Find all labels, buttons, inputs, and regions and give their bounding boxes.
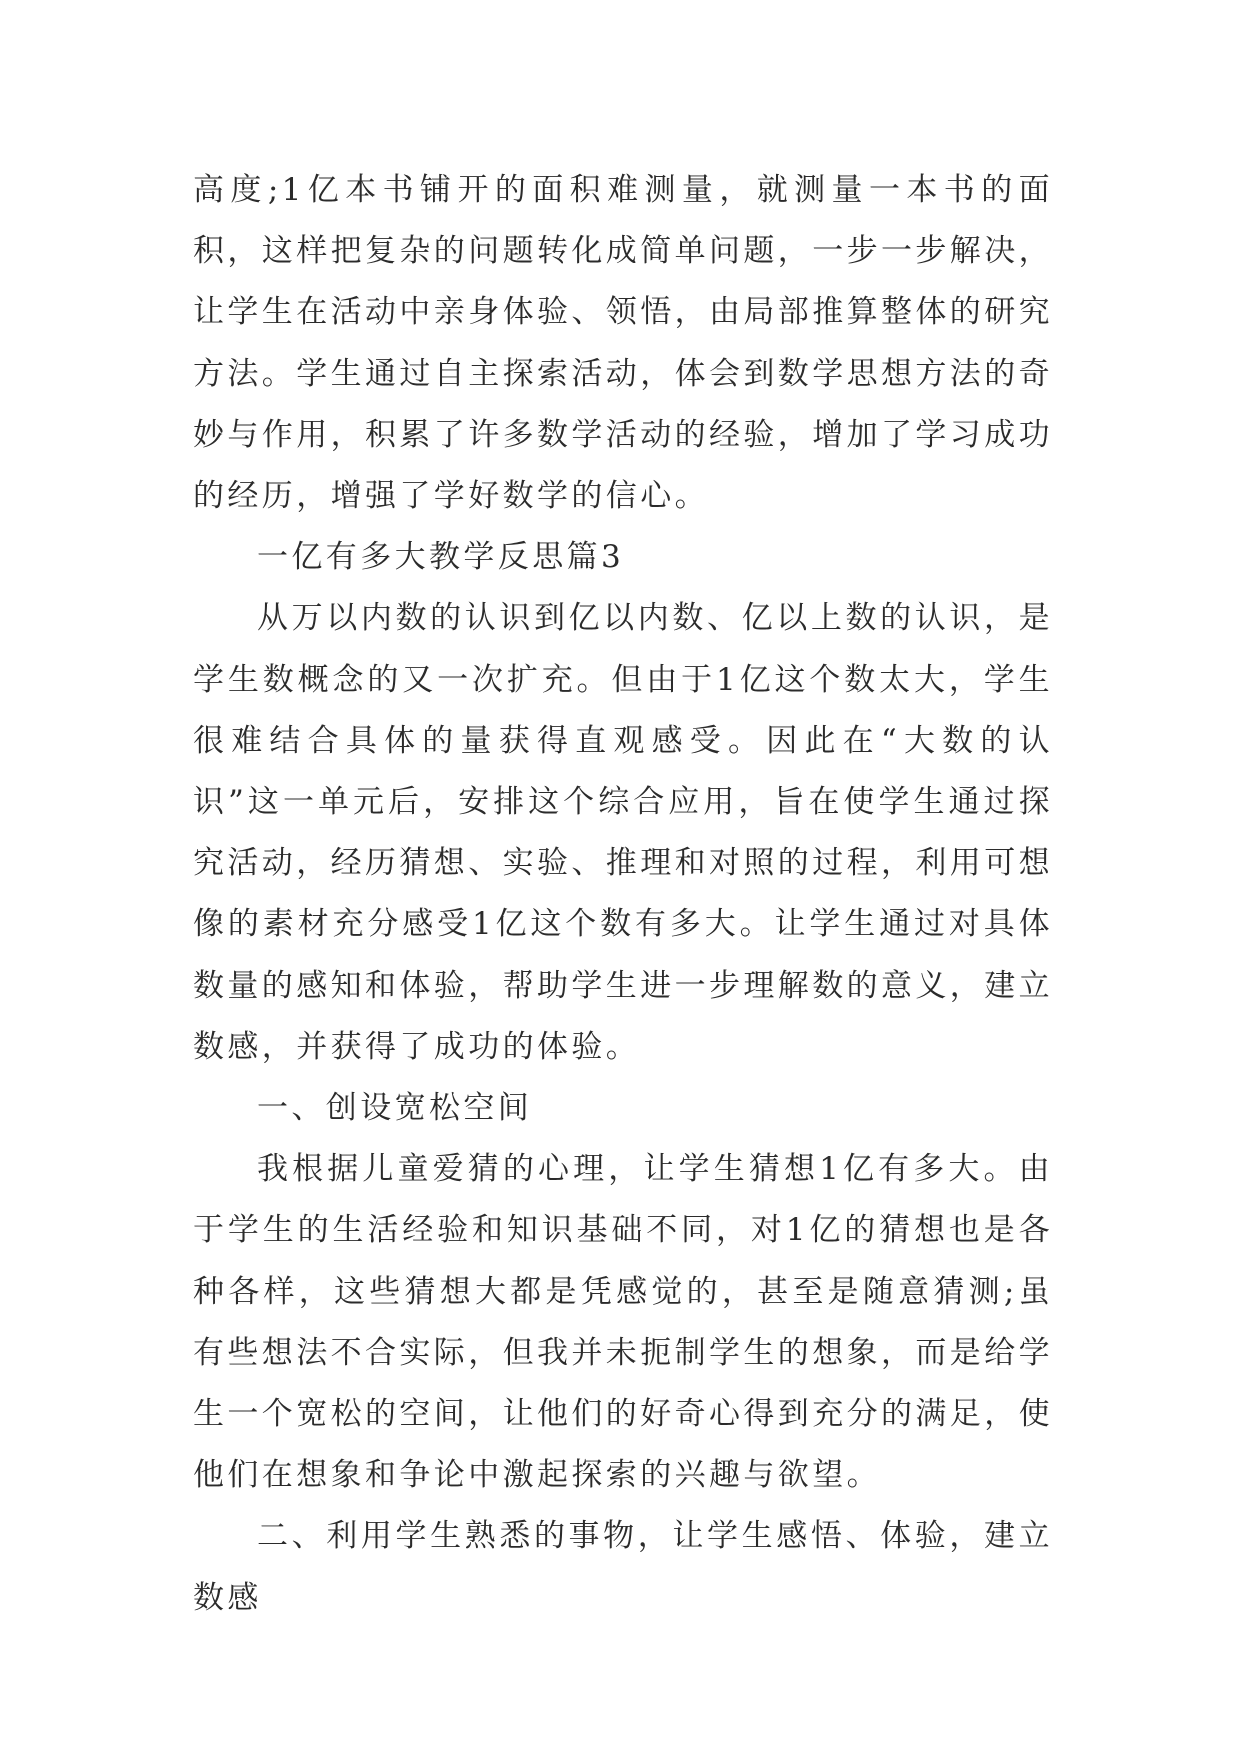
section-subheading: 二、利用学生熟悉的事物，让学生感悟、体验，建立数感 [193,1518,1053,1616]
body-paragraph: 高度;1亿本书铺开的面积难测量，就测量一本书的面积，这样把复杂的问题转化成简单问题，一步一步解决，让学生在活动中亲身体验、领悟，由局部推算整体的研究方法。学生通过自主探索活动，体会到数学思想方法的奇妙与作用，积累了许多数学活动的经验，增加了学习成功的经历，增强了学好数学的信心。 [193,172,1053,515]
body-paragraph: 我根据儿童爱猜的心理，让学生猜想1亿有多大。由于学生的生活经验和知识基础不同，对1亿的猜想也是各种各样，这些猜想大都是凭感觉的，甚至是随意猜测;虽有些想法不合实际，但我并未扼制学生的想象，而是给学生一个宽松的空间，让他们的好奇心得到充分的满足，使他们在想象和争论中激起探索的兴趣与欲望。 [193,1151,1053,1494]
section-heading: 一亿有多大教学反思篇3 [257,539,625,576]
body-paragraph: 从万以内数的认识到亿以内数、亿以上数的认识，是学生数概念的又一次扩充。但由于1亿这个数太大，学生很难结合具体的量获得直观感受。因此在“大数的认识”这一单元后，安排这个综合应用，旨在使学生通过探究活动，经历猜想、实验、推理和对照的过程，利用可想像的素材充分感受1亿这个数有多大。让学生通过对具体数量的感知和体验，帮助学生进一步理解数的意义，建立数感，并获得了成功的体验。 [193,600,1053,1065]
section-subheading: 一、创设宽松空间 [257,1090,533,1127]
document-body [193,160,1053,1629]
